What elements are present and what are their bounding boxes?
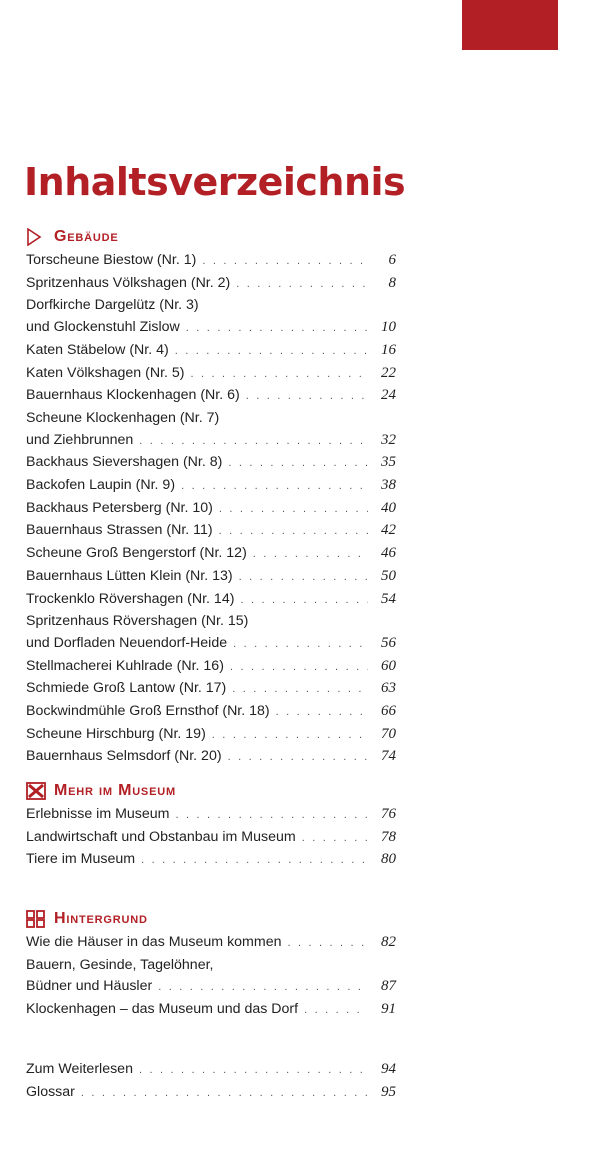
dot-leader: [228, 747, 368, 769]
toc-entry-row: [26, 932, 396, 955]
toc-entry-label: Bauernhaus Strassen (Nr. 11): [26, 522, 213, 539]
dot-leader: [219, 499, 368, 521]
toc-entry-row: [26, 273, 396, 296]
toc-entry-row: [26, 566, 396, 589]
page-title: Inhaltsverzeichnis: [24, 160, 406, 204]
section-header: [26, 781, 396, 801]
toc-entry-row: [26, 804, 396, 827]
dot-leader: [233, 634, 368, 656]
toc-entry[interactable]: [26, 678, 396, 701]
toc-entry-label: Wie die Häuser in das Museum kommen: [26, 934, 282, 950]
toc-entry-label: Spritzenhaus Rövershagen (Nr. 15): [26, 613, 249, 630]
toc-entry-row: [26, 250, 396, 273]
toc-page-number: 6: [388, 252, 396, 268]
dot-leader: [239, 567, 368, 589]
triangle-outline-icon: [26, 228, 48, 246]
toc-entry[interactable]: [26, 656, 396, 679]
dot-leader: [158, 977, 368, 999]
toc-entry-row: [26, 589, 396, 612]
section-title: Mehr im Museum: [54, 782, 176, 799]
dot-leader: [230, 657, 368, 679]
toc-page-number: 35: [381, 454, 396, 471]
dot-leader: [302, 828, 368, 850]
toc-entry-row: [26, 1059, 396, 1082]
toc-entry-label: Scheune Klockenhagen (Nr. 7): [26, 409, 220, 426]
toc-page-number: 60: [381, 657, 396, 674]
toc-entry-row: [26, 340, 396, 363]
dot-leader: [191, 364, 368, 386]
section-title: Hintergrund: [54, 910, 148, 927]
entry-list: [26, 804, 396, 872]
dot-leader: [246, 386, 368, 408]
toc-page-number: 78: [381, 828, 396, 845]
section-gebaeude: [26, 227, 396, 769]
toc-entry-row: [26, 543, 396, 566]
toc-page-number: 46: [381, 545, 396, 562]
toc-entry[interactable]: [26, 589, 396, 612]
dot-leader: [212, 725, 368, 747]
section-appendix: [26, 1059, 396, 1104]
toc-entry[interactable]: [26, 1059, 396, 1082]
toc-page-number: 95: [381, 1083, 396, 1100]
toc-entry-row: [26, 317, 396, 340]
toc-page-number: 82: [381, 934, 396, 950]
toc-entry-label: und Dorfladen Neuendorf-Heide: [26, 634, 228, 651]
toc-entry-label: Büdner und Häusler: [26, 978, 153, 995]
toc-entry[interactable]: [26, 385, 396, 408]
toc-entry-row: [26, 746, 396, 769]
toc-entry-label: Backofen Laupin (Nr. 9): [26, 477, 176, 494]
toc-entry-row: [26, 701, 396, 724]
dot-leader: [176, 805, 369, 827]
toc-page-number: 76: [381, 806, 396, 822]
toc-entry[interactable]: [26, 543, 396, 566]
dot-leader: [139, 1060, 368, 1082]
toc-entry[interactable]: [26, 804, 396, 827]
toc-page-number: 91: [381, 1001, 396, 1018]
toc-entry-row: [26, 656, 396, 679]
toc-entry-row: [26, 999, 396, 1022]
toc-entry[interactable]: [26, 827, 396, 850]
toc-entry[interactable]: [26, 955, 396, 999]
dot-leader: [240, 590, 368, 612]
toc-entry[interactable]: [26, 273, 396, 296]
toc-entry[interactable]: [26, 746, 396, 769]
entry-list: [26, 932, 396, 1022]
toc-entry-line: [26, 955, 396, 977]
corner-color-tab: [462, 0, 558, 50]
toc-entry-label: Katen Stäbelow (Nr. 4): [26, 341, 169, 358]
section-hintergrund: [26, 909, 396, 1022]
toc-entry[interactable]: [26, 566, 396, 589]
toc-page-number: 10: [381, 319, 396, 336]
entry-list: [26, 1059, 396, 1104]
toc-page-number: 42: [381, 522, 396, 539]
toc-entry-label: Torscheune Biestow (Nr. 1): [26, 252, 197, 268]
dot-leader: [236, 274, 368, 296]
toc-page-number: 16: [381, 341, 396, 358]
toc-entry[interactable]: [26, 408, 396, 452]
toc-entry-row: [26, 849, 396, 872]
dot-leader: [287, 933, 368, 955]
toc-entry[interactable]: [26, 475, 396, 498]
toc-entry[interactable]: [26, 520, 396, 543]
toc-page-number: 56: [381, 634, 396, 651]
toc-entry-row: [26, 633, 396, 656]
crossed-box-icon: [26, 782, 48, 800]
toc-page-number: 22: [381, 364, 396, 381]
toc-page-number: 66: [381, 703, 396, 720]
toc-entry-label: Schmiede Groß Lantow (Nr. 17): [26, 680, 227, 697]
toc-page-number: 24: [381, 387, 396, 404]
toc-entry[interactable]: [26, 611, 396, 655]
section-header: [26, 227, 396, 247]
toc-page-number: 94: [381, 1061, 396, 1077]
toc-page-number: 38: [381, 477, 396, 494]
toc-entry[interactable]: [26, 701, 396, 724]
toc-entry[interactable]: [26, 724, 396, 747]
toc-entry-row: [26, 452, 396, 475]
toc-entry[interactable]: [26, 295, 396, 339]
toc-entry-row: [26, 827, 396, 850]
toc-entry-label: Scheune Groß Bengerstorf (Nr. 12): [26, 545, 247, 562]
dot-leader: [276, 702, 368, 724]
toc-entry-label: Bauernhaus Lütten Klein (Nr. 13): [26, 567, 233, 584]
toc-entry[interactable]: [26, 1082, 396, 1105]
toc-entry-line: [26, 295, 396, 317]
toc-entry-line: [26, 408, 396, 430]
toc-entry-line: [26, 611, 396, 633]
dot-leader: [202, 251, 368, 273]
toc-entry[interactable]: [26, 452, 396, 475]
toc-page-number: 40: [381, 499, 396, 516]
toc-entry-row: [26, 678, 396, 701]
toc-entry-label: Erlebnisse im Museum: [26, 806, 170, 822]
toc-entry-label: Glossar: [26, 1083, 75, 1100]
toc-entry-label: Backhaus Sievershagen (Nr. 8): [26, 454, 223, 471]
dot-leader: [181, 476, 368, 498]
toc-entry-label: Bockwindmühle Groß Ernsthof (Nr. 18): [26, 703, 270, 720]
toc-entry-label: Trockenklo Rövershagen (Nr. 14): [26, 590, 235, 607]
entry-list: [26, 250, 396, 769]
toc-entry-label: Stellmacherei Kuhlrade (Nr. 16): [26, 657, 224, 674]
toc-entry-label: Backhaus Petersberg (Nr. 10): [26, 499, 213, 516]
dot-leader: [81, 1083, 368, 1105]
toc-entry-row: [26, 724, 396, 747]
dot-leader: [141, 850, 368, 872]
toc-page-number: 32: [381, 431, 396, 448]
toc-entry[interactable]: [26, 999, 396, 1022]
toc-entry-label: Katen Völkshagen (Nr. 5): [26, 364, 185, 381]
toc-entry-label: Scheune Hirschburg (Nr. 19): [26, 725, 206, 742]
toc-entry-label: Dorfkirche Dargelütz (Nr. 3): [26, 297, 199, 314]
toc-entry-row: [26, 498, 396, 521]
toc-page-number: 70: [381, 725, 396, 742]
toc-entry-label: Tiere im Museum: [26, 851, 136, 868]
dot-leader: [175, 341, 368, 363]
toc-page-number: 8: [388, 274, 396, 291]
toc-entry-row: [26, 520, 396, 543]
toc-entry-label: Spritzenhaus Völkshagen (Nr. 2): [26, 274, 231, 291]
section-header: [26, 909, 396, 929]
toc-entry[interactable]: [26, 363, 396, 386]
toc-entry-row: [26, 430, 396, 453]
toc-page-number: 63: [381, 680, 396, 697]
four-squares-icon: [26, 910, 48, 928]
toc-entry-row: [26, 1082, 396, 1105]
dot-leader: [232, 679, 368, 701]
toc-entry-row: [26, 363, 396, 386]
toc-entry-row: [26, 385, 396, 408]
toc-entry[interactable]: [26, 250, 396, 273]
toc-page-number: 74: [381, 748, 396, 765]
dot-leader: [253, 544, 368, 566]
toc-page-number: 54: [381, 590, 396, 607]
dot-leader: [186, 318, 368, 340]
toc-entry[interactable]: [26, 498, 396, 521]
toc-entry[interactable]: [26, 340, 396, 363]
toc-entry-row: [26, 976, 396, 999]
toc-entry-label: Bauern, Gesinde, Tagelöhner,: [26, 956, 214, 973]
section-mehr-im-museum: [26, 781, 396, 872]
toc-entry-label: Klockenhagen – das Museum und das Dorf: [26, 1001, 299, 1018]
toc-entry-label: und Glockenstuhl Zislow: [26, 319, 180, 336]
toc-page-number: 87: [381, 978, 396, 995]
section-title: Gebäude: [54, 228, 119, 245]
dot-leader: [304, 1000, 368, 1022]
toc-page-number: 50: [381, 567, 396, 584]
toc-entry-label: Zum Weiterlesen: [26, 1061, 133, 1077]
toc-entry[interactable]: [26, 849, 396, 872]
dot-leader: [139, 431, 368, 453]
toc-entry[interactable]: [26, 932, 396, 955]
dot-leader: [228, 453, 368, 475]
toc-entry-label: und Ziehbrunnen: [26, 431, 134, 448]
dot-leader: [219, 521, 368, 543]
toc-entry-label: Bauernhaus Selmsdorf (Nr. 20): [26, 748, 222, 765]
toc-page-number: 80: [381, 851, 396, 868]
toc-entry-label: Landwirtschaft und Obstanbau im Museum: [26, 828, 296, 845]
toc-entry-row: [26, 475, 396, 498]
toc-entry-label: Bauernhaus Klockenhagen (Nr. 6): [26, 387, 240, 404]
